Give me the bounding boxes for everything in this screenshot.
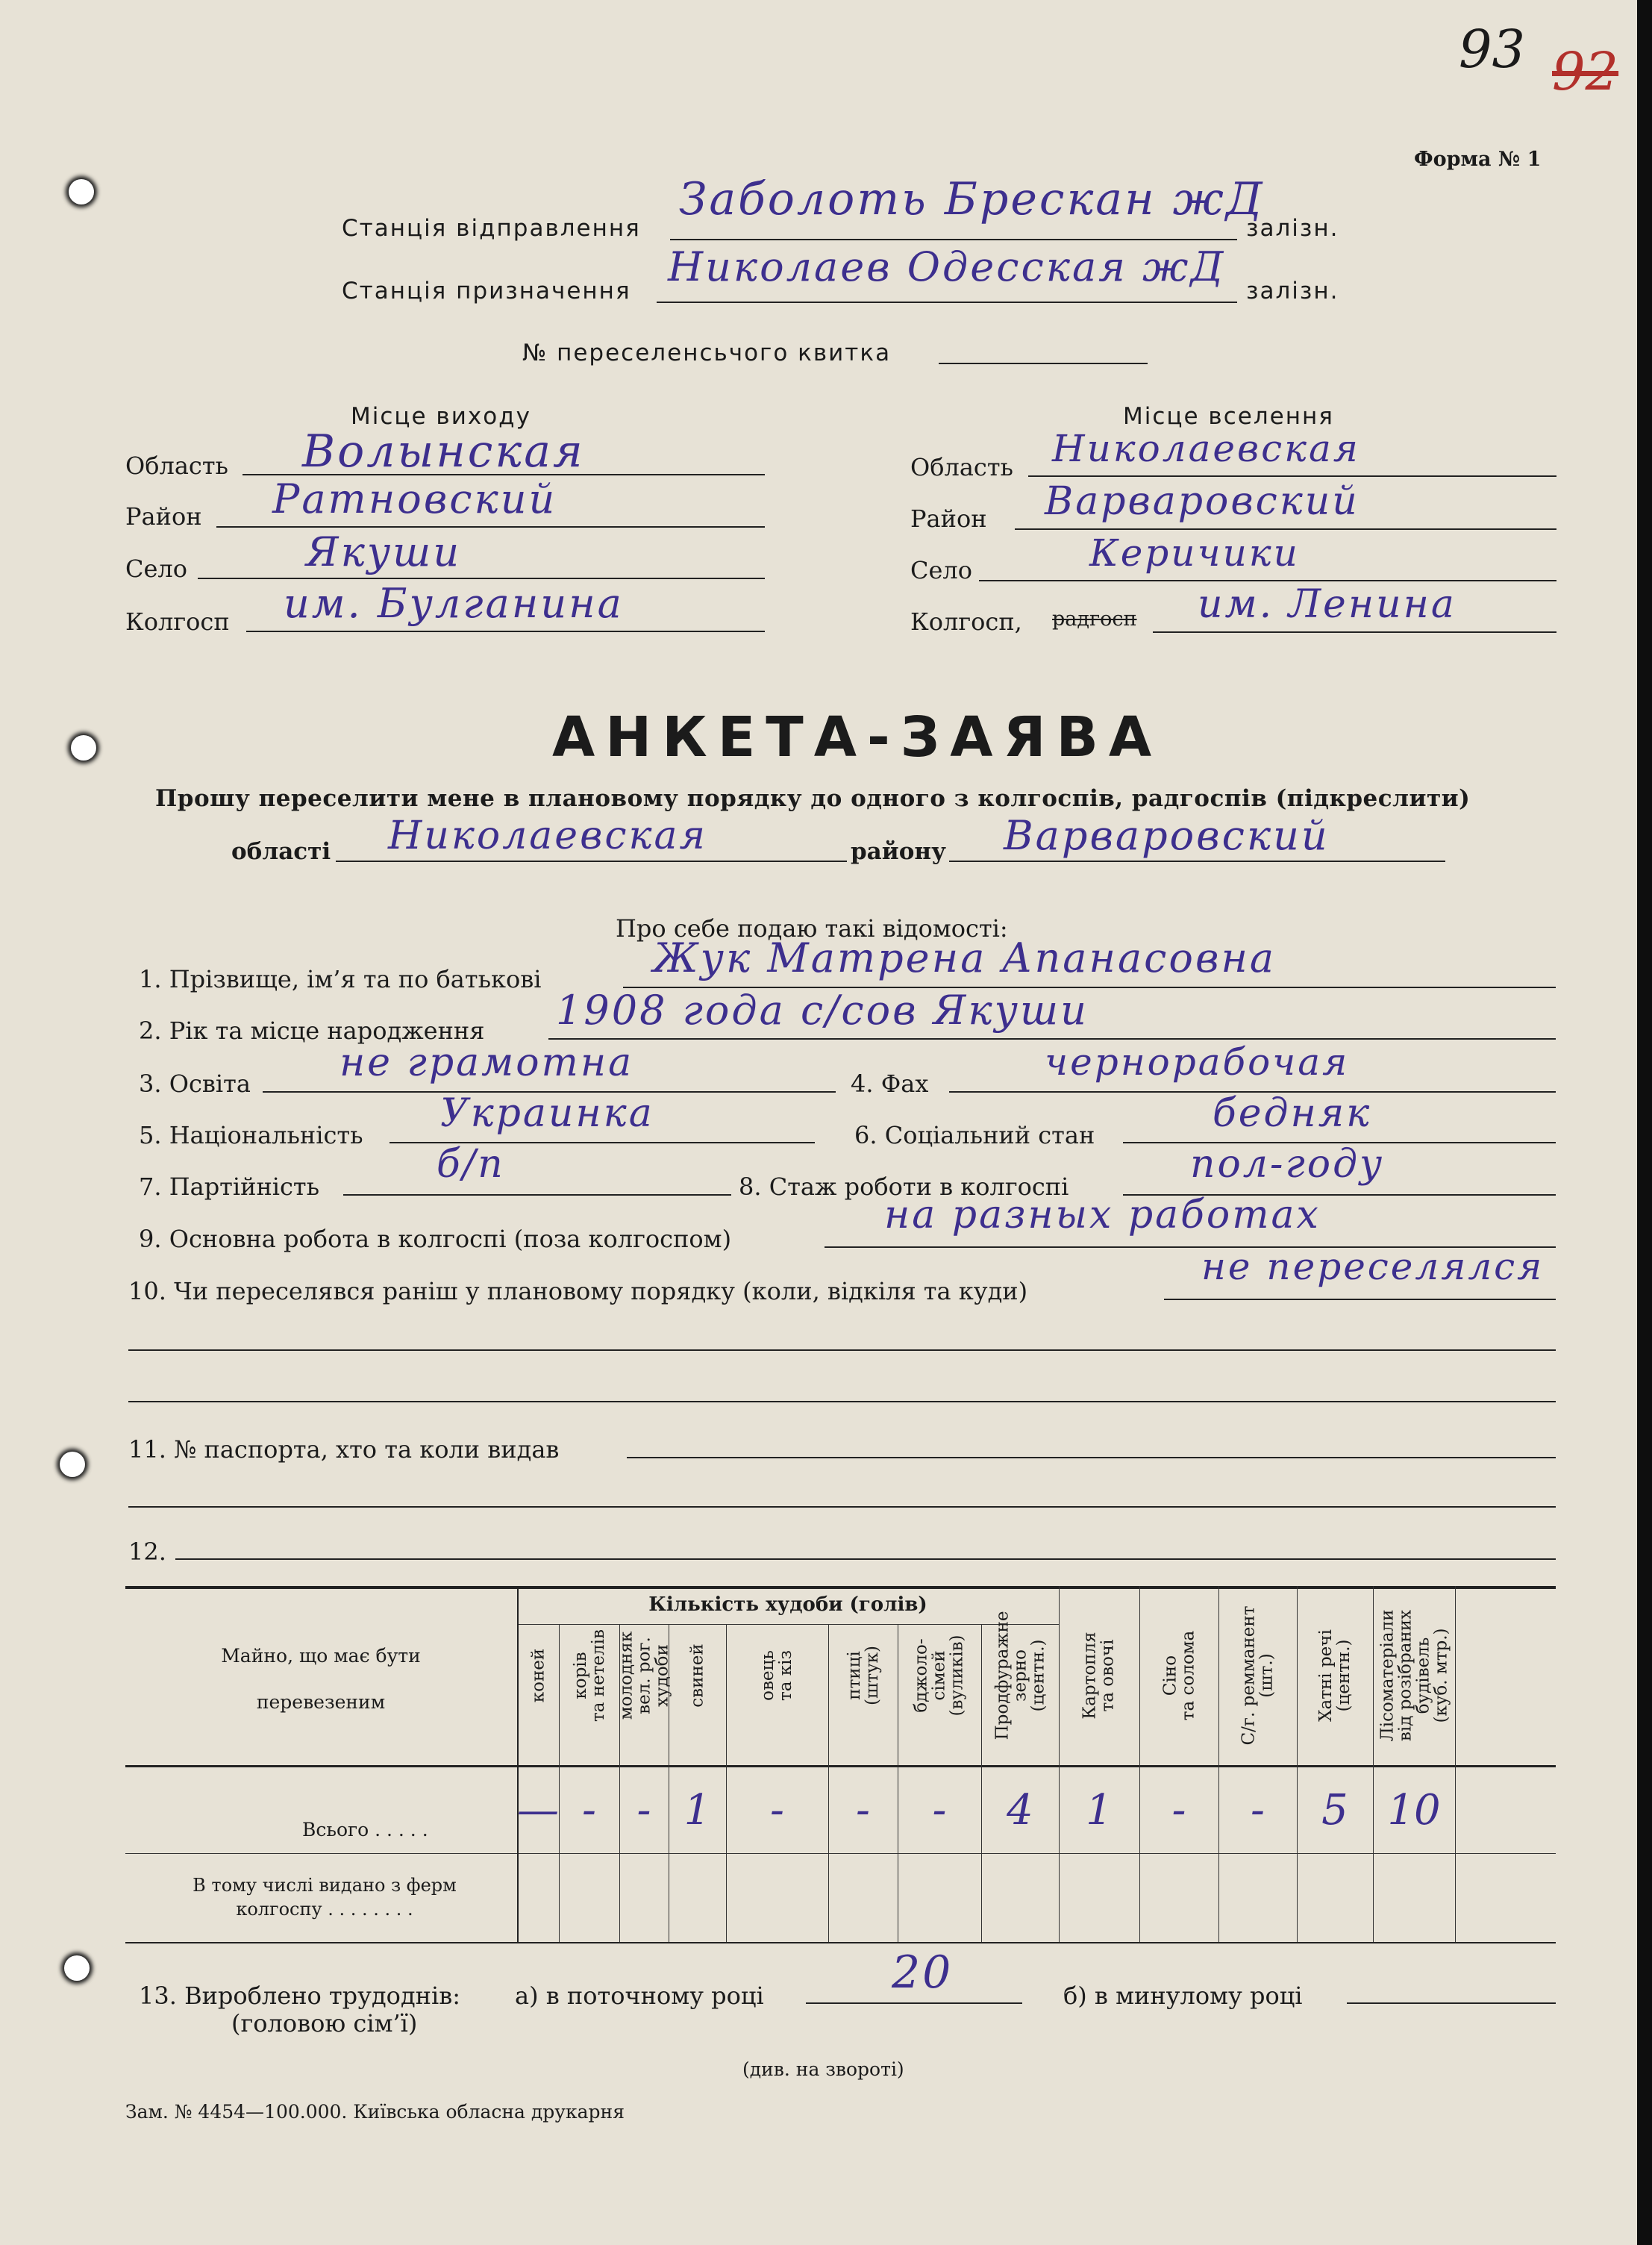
blank-line	[128, 1349, 1556, 1351]
request-oblast-label: області	[231, 838, 331, 865]
row-total-label: Всього . . . . .	[302, 1819, 428, 1840]
underline	[1164, 1299, 1556, 1300]
underline	[939, 363, 1148, 364]
q5-value: Украинка	[440, 1091, 654, 1136]
about-heading: Про себе подаю такі відомості:	[616, 914, 1008, 943]
workdays-current-label: а) в поточному році	[515, 1982, 764, 2010]
q1-label: 1. Прізвище, ім’я та по батькові	[139, 965, 542, 993]
total-cell: 10	[1387, 1785, 1441, 1835]
see-back-note: (див. на звороті)	[742, 2058, 904, 2080]
underline	[175, 1558, 1556, 1560]
col-header: С/г. ремманент (шт.)	[1239, 1605, 1277, 1746]
origin-oblast-label: Область	[125, 452, 228, 480]
destination-heading: Місце вселення	[1123, 403, 1334, 430]
q1-value: Жук Матрена Апанасовна	[653, 934, 1277, 981]
col-header: молодняк вел. рог. худоби	[616, 1631, 672, 1720]
row-farm-label: В тому числі видано з ферм колгоспу . . . . . . . .	[193, 1875, 457, 1920]
destination-station-value: Николаев Одесская жД	[668, 243, 1226, 290]
q10-value: не переселялся	[1201, 1245, 1545, 1288]
q7-label: 7. Партійність	[139, 1173, 320, 1201]
q7-value: б/п	[437, 1142, 505, 1187]
origin-kolhosp-label: Колгосп	[125, 608, 230, 636]
total-cell: -	[582, 1785, 596, 1835]
archive-page-number-old: 92	[1552, 41, 1619, 102]
dest-kolhosp-value: им. Ленина	[1198, 582, 1457, 627]
col-header: Лісоматеріали від розібраних будівель (куб. мтр.)	[1377, 1609, 1451, 1742]
q10-label: 10. Чи переселявся раніш у плановому порядку (коли, відкіля та куди)	[128, 1277, 1028, 1305]
q8-value: пол-году	[1190, 1142, 1385, 1187]
underline	[548, 1038, 1556, 1040]
form-number: Форма № 1	[1414, 148, 1542, 171]
form-title: АНКЕТА-ЗАЯВА	[552, 705, 1163, 769]
blank-line	[128, 1401, 1556, 1402]
total-cell: -	[932, 1785, 947, 1835]
underline	[198, 578, 765, 579]
underline	[1028, 475, 1556, 477]
table-header-border	[125, 1765, 1556, 1767]
q9-value: на разных работах	[884, 1193, 1321, 1237]
underline	[246, 631, 765, 632]
origin-heading: Місце виходу	[351, 403, 531, 430]
col-header: Картопля та овочі	[1080, 1632, 1118, 1720]
origin-raion-label: Район	[125, 502, 202, 531]
dest-raion-label: Район	[910, 505, 987, 533]
total-cell: 1	[683, 1785, 711, 1835]
q3-label: 3. Освіта	[139, 1070, 251, 1098]
underline	[657, 302, 1237, 303]
col-header: Продфуражне зерно (центн.)	[992, 1611, 1048, 1740]
total-cell: -	[1251, 1785, 1265, 1835]
property-header: Майно, що має бути перевезеним	[221, 1645, 421, 1713]
ticket-number-label: № переселенсьчого квитка	[522, 340, 892, 366]
q9-label: 9. Основна робота в колгоспі (поза колгоспом)	[139, 1225, 732, 1253]
dest-raion-value: Варваровский	[1045, 479, 1360, 524]
request-raion-value: Варваровский	[1004, 812, 1330, 859]
blank-line	[128, 1506, 1556, 1508]
col-header: птиці (штук)	[844, 1646, 882, 1705]
col-header: Хатні речі (центн.)	[1316, 1629, 1354, 1722]
departure-station-value: Заболоть Брескан жД	[679, 173, 1265, 225]
underline	[336, 861, 847, 862]
origin-selo-value: Якуши	[306, 528, 462, 575]
table-bottom-border	[125, 1942, 1556, 1943]
underline	[1015, 528, 1556, 530]
punch-hole	[71, 735, 96, 761]
punch-hole	[69, 179, 94, 204]
total-cell: -	[856, 1785, 870, 1835]
underline	[343, 1194, 731, 1196]
origin-selo-label: Село	[125, 555, 188, 583]
q4-value: чернорабочая	[1045, 1040, 1350, 1084]
q2-value: 1908 года с/сов Якуши	[556, 987, 1089, 1034]
underline	[627, 1457, 1556, 1458]
dest-selo-value: Керичики	[1089, 531, 1300, 575]
scan-edge	[1637, 0, 1652, 2245]
table-col-border	[1455, 1586, 1456, 1942]
workdays-sub: (головою сім’ї)	[231, 2009, 418, 2038]
underline	[979, 580, 1556, 581]
punch-hole	[60, 1452, 85, 1477]
col-header: свиней	[687, 1643, 707, 1708]
railway-suffix: залізн.	[1246, 215, 1339, 242]
table-row-border	[125, 1853, 1556, 1854]
q3-value: не грамотна	[340, 1040, 634, 1085]
archive-page-number: 93	[1459, 19, 1526, 80]
q5-label: 5. Національність	[139, 1121, 363, 1149]
q6-label: 6. Соціальний стан	[854, 1121, 1095, 1149]
total-cell: 5	[1321, 1785, 1348, 1835]
col-header: коней	[528, 1648, 548, 1703]
workdays-current-value: 20	[892, 1946, 954, 1999]
underline	[806, 2002, 1022, 2004]
col-header: Сіно та солома	[1160, 1630, 1198, 1721]
request-raion-label: району	[851, 838, 946, 865]
total-cell: -	[770, 1785, 784, 1835]
origin-raion-value: Ратновский	[272, 475, 557, 522]
departure-station-label: Станція відправлення	[342, 215, 641, 242]
underline	[1153, 631, 1556, 633]
total-cell: —	[517, 1785, 559, 1835]
col-header: овець та кіз	[758, 1649, 796, 1702]
total-cell: -	[1171, 1785, 1186, 1835]
request-text: Прошу переселити мене в плановому порядку до одного з колгоспів, радгоспів (підкреслити)	[155, 785, 1471, 812]
q8-label: 8. Стаж роботи в колгоспі	[739, 1173, 1069, 1201]
q12-label: 12.	[128, 1537, 166, 1566]
underline	[216, 526, 765, 528]
dest-oblast-value: Николаевская	[1052, 427, 1360, 470]
q11-label: 11. № паспорта, хто та коли видав	[128, 1435, 560, 1464]
punch-hole	[64, 1955, 90, 1981]
workdays-label: 13. Вироблено трудоднів:	[139, 1982, 460, 2010]
origin-oblast-value: Волынская	[302, 425, 585, 478]
request-oblast-value: Николаевская	[388, 814, 707, 858]
total-cell: 4	[1007, 1785, 1033, 1835]
railway-suffix: залізн.	[1246, 278, 1339, 305]
q6-value: бедняк	[1213, 1091, 1372, 1136]
dest-kolhosp-label: Колгосп,	[910, 608, 1022, 636]
origin-kolhosp-value: им. Булганина	[284, 580, 624, 627]
underline	[949, 861, 1445, 862]
col-header: корів та нетелів	[570, 1629, 608, 1722]
workdays-previous-label: б) в минулому році	[1063, 1982, 1303, 2010]
dest-radhosp-label-struck: радгосп	[1052, 608, 1137, 631]
q2-label: 2. Рік та місце народження	[139, 1017, 485, 1045]
total-cell: -	[636, 1785, 651, 1835]
col-header: бджоло- сімей (вуликів)	[912, 1634, 967, 1717]
q4-label: 4. Фах	[851, 1070, 929, 1098]
total-cell: 1	[1086, 1785, 1113, 1835]
underline	[1347, 2002, 1556, 2004]
dest-oblast-label: Область	[910, 453, 1013, 481]
underline	[670, 239, 1237, 240]
dest-selo-label: Село	[910, 556, 973, 584]
livestock-header: Кількість худоби (голів)	[648, 1593, 927, 1616]
destination-station-label: Станція призначення	[342, 278, 631, 305]
printer-imprint: Зам. № 4454—100.000. Київська обласна друкарня	[125, 2101, 625, 2123]
